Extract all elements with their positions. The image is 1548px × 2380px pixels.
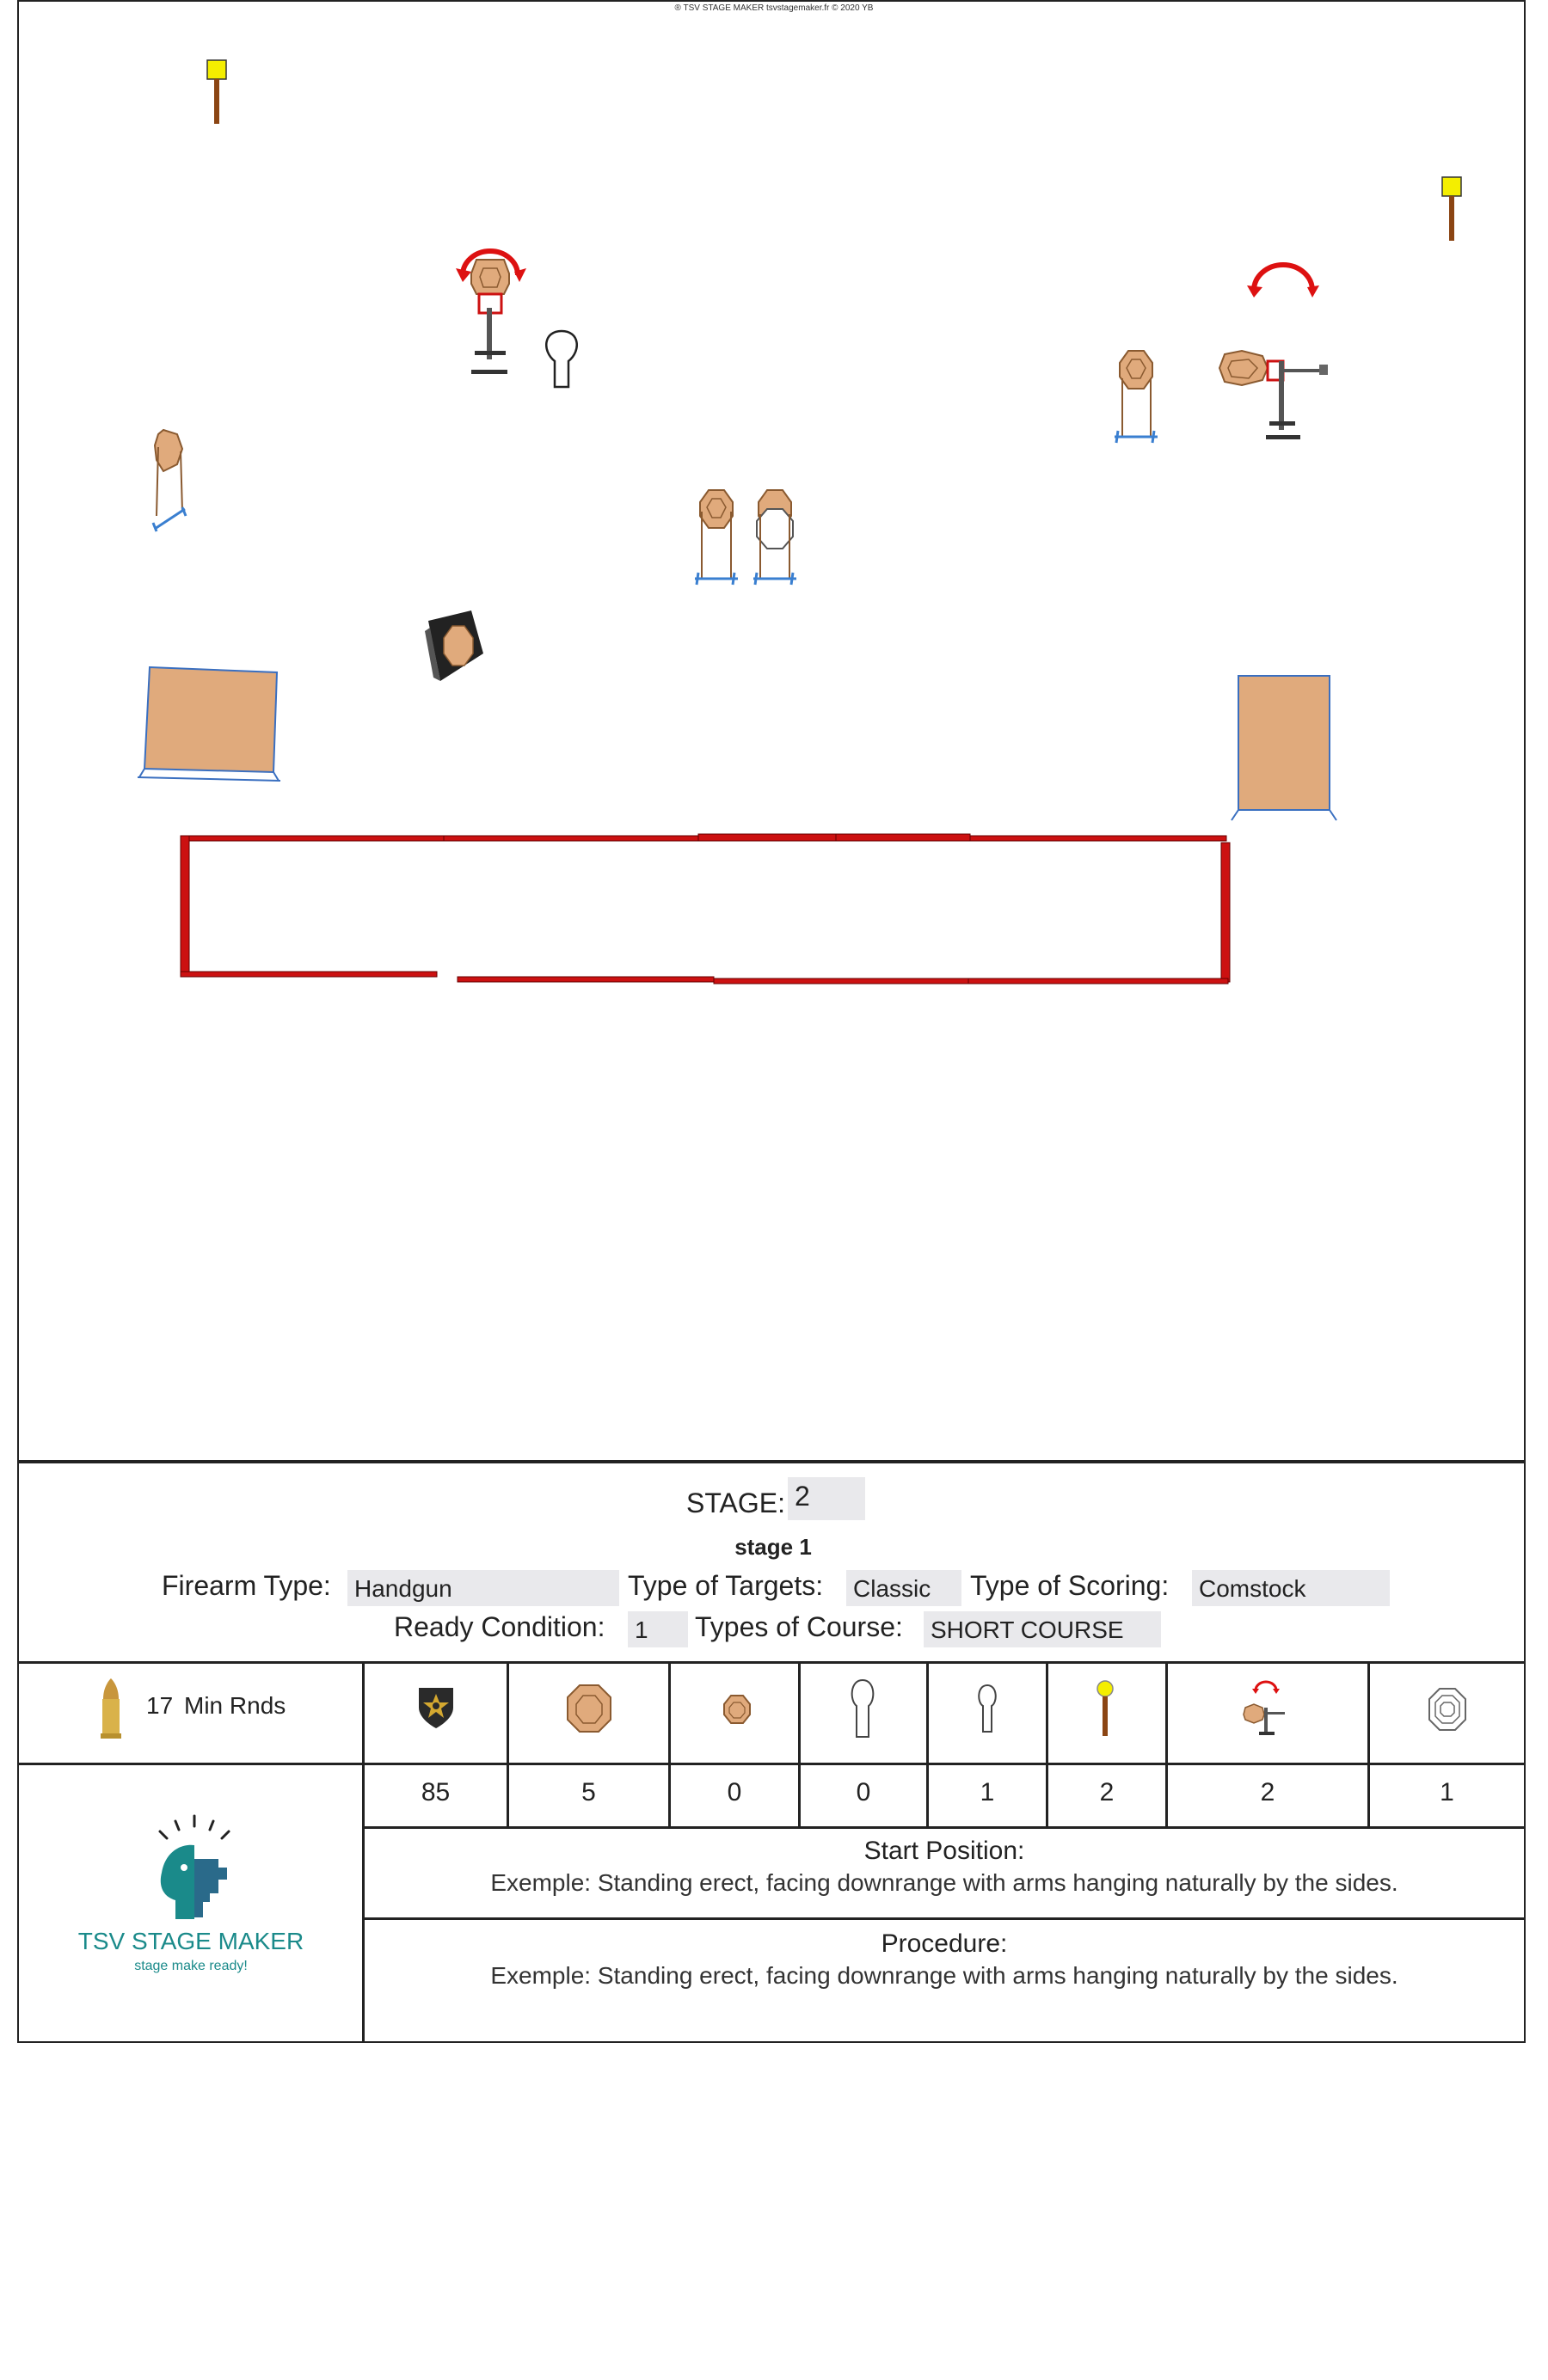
types-of-course-field[interactable]: SHORT COURSE	[924, 1611, 1161, 1647]
steel-popper-1[interactable]	[546, 331, 577, 387]
count-no-shoot-target: 1	[1440, 1778, 1454, 1806]
stage-name: stage 1	[734, 1534, 812, 1560]
cardboard-target-stand-left[interactable]	[153, 430, 186, 531]
procedure-title: Procedure:	[881, 1929, 1008, 1958]
cardboard-target-stand-right[interactable]	[1115, 351, 1158, 443]
type-of-scoring-field[interactable]: Comstock	[1192, 1570, 1390, 1606]
type-of-scoring-label: Type of Scoring:	[970, 1570, 1170, 1601]
no-shoot-target-center-2[interactable]	[753, 490, 796, 585]
start-position-text[interactable]: Exemple: Standing erect, facing downrange with arms hanging naturally by the sides.	[490, 1869, 1398, 1896]
firearm-type-label: Firearm Type:	[162, 1570, 331, 1601]
cardboard-target-center-1[interactable]	[695, 490, 738, 585]
swinger-target-right[interactable]	[1219, 265, 1328, 439]
count-swinger-target: 2	[1260, 1778, 1275, 1806]
tsv-logo-icon	[141, 1807, 261, 1924]
min-rounds-value: 17	[146, 1692, 174, 1719]
ready-condition-label: Ready Condition:	[394, 1611, 605, 1642]
type-of-targets-label: Type of Targets:	[628, 1570, 824, 1601]
min-rounds-label: Min Rnds	[184, 1692, 286, 1719]
plate-steel-left[interactable]	[207, 60, 226, 124]
mini-popper-icon	[975, 1684, 999, 1733]
plate-steel-right[interactable]	[1442, 177, 1461, 241]
swinger-target-icon	[1240, 1677, 1292, 1739]
count-steel-popper: 0	[856, 1778, 871, 1806]
shooting-area-fault-lines	[181, 834, 1230, 984]
swinger-target-left[interactable]	[456, 251, 526, 374]
barrier-wall-right[interactable]	[1232, 676, 1336, 820]
count-plate-steel: 2	[1099, 1778, 1115, 1806]
type-of-targets-field[interactable]: Classic	[846, 1570, 961, 1606]
bullet-icon	[98, 1678, 124, 1740]
types-of-course-label: Types of Course:	[695, 1611, 903, 1642]
sheriff-badge-icon	[416, 1685, 456, 1730]
plate-steel-icon	[1094, 1680, 1116, 1737]
count-mini-popper: 1	[980, 1778, 995, 1806]
firearm-type-field[interactable]: Handgun	[347, 1570, 619, 1606]
no-shoot-target-icon	[1428, 1687, 1467, 1732]
ready-condition-field[interactable]: 1	[628, 1611, 688, 1647]
mini-target-icon	[722, 1694, 752, 1725]
cardboard-target-icon	[566, 1684, 612, 1733]
count-mini-target: 0	[727, 1778, 742, 1806]
steel-popper-icon	[848, 1678, 877, 1739]
logo-name: TSV STAGE MAKER	[77, 1928, 304, 1954]
stage-label: STAGE:	[686, 1488, 785, 1518]
barrier-wall-left[interactable]	[138, 667, 280, 781]
stage-info-panel	[17, 1460, 1526, 2043]
mini-cardboard-target[interactable]	[425, 610, 483, 681]
copyright-text: ® TSV STAGE MAKER tsvstagemaker.fr © 2020 YB	[674, 3, 874, 13]
start-position-title: Start Position:	[863, 1837, 1025, 1865]
logo-tagline: stage make ready!	[134, 1959, 248, 1973]
stage-number-field[interactable]: 2	[788, 1477, 865, 1520]
procedure-text[interactable]: Exemple: Standing erect, facing downrange with arms hanging naturally by the sides.	[490, 1962, 1398, 1989]
count-sheriff-badge: 85	[421, 1778, 451, 1806]
count-cardboard-target: 5	[581, 1778, 596, 1806]
